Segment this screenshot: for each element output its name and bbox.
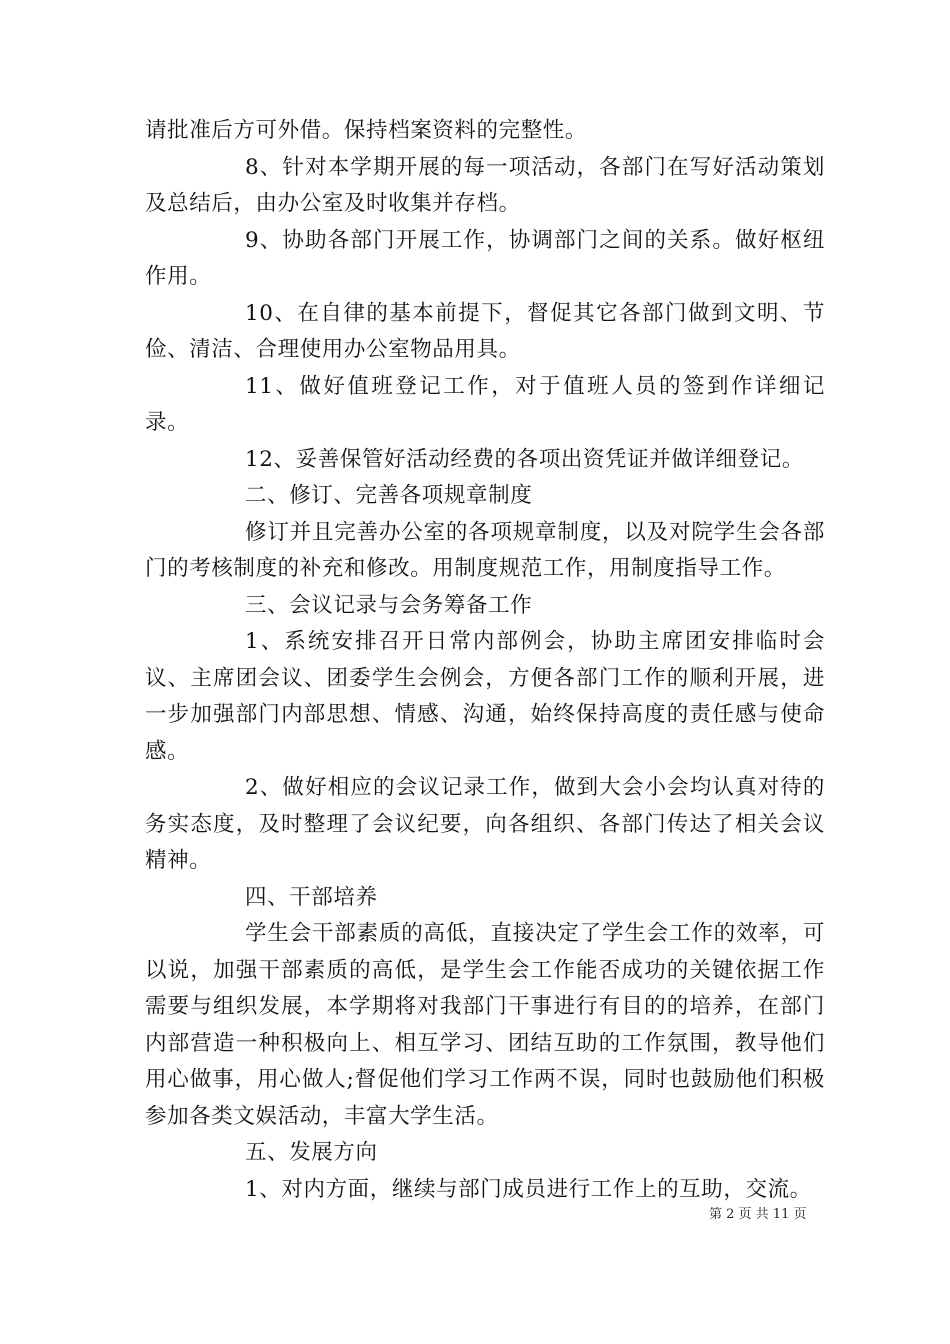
section-heading: 五、发展方向 <box>245 1140 378 1165</box>
document-body <box>145 113 825 1208</box>
paragraph: 9、协助各部门开展工作，协调部门之间的关系。做好枢纽作用。 <box>145 227 825 289</box>
section-heading: 四、干部培养 <box>245 884 378 910</box>
section-heading: 二、修订、完善各项规章制度 <box>245 483 533 508</box>
paragraph: 2、做好相应的会议记录工作，做到大会小会均认真对待的务实态度，及时整理了会议纪要，向各组织、各部门传达了相关会议精神。 <box>145 775 825 873</box>
paragraph: 8、针对本学期开展的每一项活动，各部门在写好活动策划及总结后，由办公室及时收集并存档。 <box>145 154 825 216</box>
page-number-footer: 第 2 页 共 11 页 <box>709 1207 807 1222</box>
paragraph: 修订并且完善办公室的各项规章制度，以及对院学生会各部门的考核制度的补充和修改。用制度规范工作，用制度指导工作。 <box>145 519 825 581</box>
paragraph: 12、妥善保管好活动经费的各项出资凭证并做详细登记。 <box>245 446 804 472</box>
paragraph: 1、系统安排召开日常内部例会，协助主席团安排临时会议、主席团会议、团委学生会例会，方便各部门工作的顺利开展，进一步加强部门内部思想、情感、沟通，始终保持高度的责任感与使命感。 <box>145 629 825 764</box>
paragraph: 1、对内方面，继续与部门成员进行工作上的互助，交流。 <box>245 1176 812 1202</box>
section-heading: 三、会议记录与会务筹备工作 <box>245 592 533 618</box>
paragraph: 11、做好值班登记工作，对于值班人员的签到作详细记录。 <box>145 373 825 435</box>
paragraph: 学生会干部素质的高低，直接决定了学生会工作的效率，可以说，加强干部素质的高低，是学生会工作能否成功的关键依据工作需要与组织发展，本学期将对我部门干事进行有目的的培养，在部门内部营造一种积极向上、相互学习、团结互助的工作氛围，教导他们用心做事，用心做人;督促他们学习工作两不误，同时也鼓励他们积极参加各类文娱活动，丰富大学生活。 <box>145 921 825 1129</box>
paragraph: 10、在自律的基本前提下，督促其它各部门做到文明、节俭、清洁、合理使用办公室物品用具。 <box>145 300 825 362</box>
paragraph: 请批准后方可外借。保持档案资料的完整性。 <box>145 118 588 143</box>
